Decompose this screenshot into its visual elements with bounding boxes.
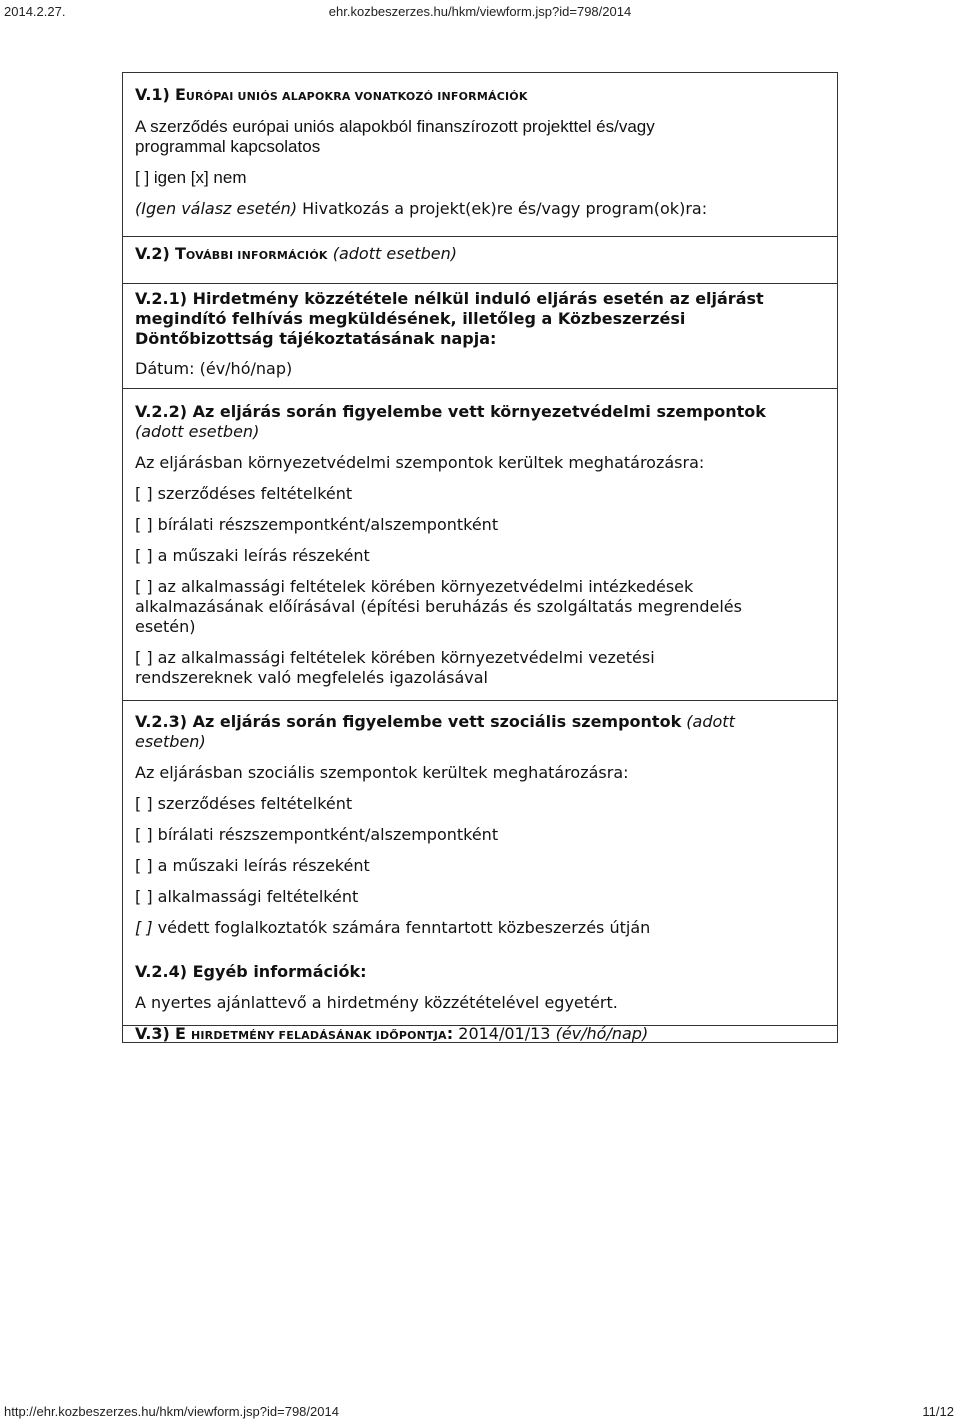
v21-title-2: megindító felhívás megküldésének, illetőleg a Közbeszerzési — [135, 309, 686, 328]
v1-answer: [ ] igen [x] nem — [135, 168, 247, 187]
v22-title-note: (adott esetben) — [135, 422, 260, 441]
form-section-v — [122, 72, 838, 1043]
v23-option-2: [ ] bírálati részszempontként/alszempontként — [135, 825, 499, 844]
v23-title: V.2.3) Az eljárás során figyelembe vett szociális szempontok (adott — [135, 712, 735, 731]
v22-option-1: [ ] szerződéses feltételként — [135, 484, 353, 503]
print-header — [0, 0, 960, 24]
v22-option-5: [ ] az alkalmassági feltételek körében környezetvédelmi vezetési — [135, 648, 655, 667]
v1-heading: V.1) EURÓPAI UNIÓS ALAPOKRA VONATKOZÓ INFORMÁCIÓK — [135, 85, 528, 104]
v23-option-4: [ ] alkalmassági feltételként — [135, 887, 359, 906]
print-url: ehr.kozbeszerzes.hu/hkm/viewform.jsp?id=798/2014 — [328, 4, 632, 19]
v22-option-5-cont: rendszereknek való megfelelés igazolásával — [135, 668, 488, 687]
v23-option-5: [ ] védett foglalkoztatók számára fenntartott közbeszerzés útján — [135, 918, 651, 937]
v22-option-4-cont: alkalmazásának előírásával (építési beruházás és szolgáltatás megrendelés — [135, 597, 742, 616]
print-date: 2014.2.27. — [4, 4, 66, 19]
v22-intro: Az eljárásban környezetvédelmi szempontok kerültek meghatározásra: — [135, 453, 705, 472]
v2-heading: V.2) TOVÁBBI INFORMÁCIÓK (adott esetben) — [135, 244, 458, 263]
v23-option-3: [ ] a műszaki leírás részeként — [135, 856, 370, 875]
footer-url: http://ehr.kozbeszerzes.hu/hkm/viewform.jsp?id=798/2014 — [4, 1404, 339, 1419]
page-number: 11/12 — [922, 1404, 954, 1419]
v1-question-cont: programmal kapcsolatos — [135, 137, 321, 156]
section-v21 — [123, 283, 837, 388]
v22-option-3: [ ] a műszaki leírás részeként — [135, 546, 370, 565]
v1-question: A szerződés európai uniós alapokból finanszírozott projekttel és/vagy — [135, 117, 655, 136]
v23-intro: Az eljárásban szociális szempontok kerültek meghatározásra: — [135, 763, 629, 782]
section-v2 — [123, 236, 837, 283]
section-v22 — [123, 388, 837, 700]
v22-option-4-cont2: esetén) — [135, 617, 196, 636]
section-v3 — [123, 1025, 837, 1044]
v23-title-note: esetben) — [135, 732, 206, 751]
v23-option-1: [ ] szerződéses feltételként — [135, 794, 353, 813]
v21-date-label: Dátum: (év/hó/nap) — [135, 359, 293, 378]
v22-option-2: [ ] bírálati részszempontként/alszempontként — [135, 515, 499, 534]
v1-reference: (Igen válasz esetén) Hivatkozás a projekt(ek)re és/vagy program(ok)ra: — [135, 199, 708, 218]
v22-title: V.2.2) Az eljárás során figyelembe vett környezetvédelmi szempontok — [135, 402, 766, 421]
v24-text: A nyertes ajánlattevő a hirdetmény közzétételével egyetért. — [135, 993, 618, 1012]
v22-option-4: [ ] az alkalmassági feltételek körében környezetvédelmi intézkedések — [135, 577, 694, 596]
v3-heading: V.3) E HIRDETMÉNY FELADÁSÁNAK IDŐPONTJA: 2014/01/13 (év/hó/nap) — [135, 1024, 649, 1043]
section-v1 — [123, 73, 837, 236]
v21-title-3: Döntőbizottság tájékoztatásának napja: — [135, 329, 497, 348]
v24-title: V.2.4) Egyéb információk: — [135, 962, 367, 981]
v21-title-1: V.2.1) Hirdetmény közzététele nélkül induló eljárás esetén az eljárást — [135, 289, 764, 308]
section-v23 — [123, 700, 837, 1025]
print-footer — [0, 1404, 960, 1422]
